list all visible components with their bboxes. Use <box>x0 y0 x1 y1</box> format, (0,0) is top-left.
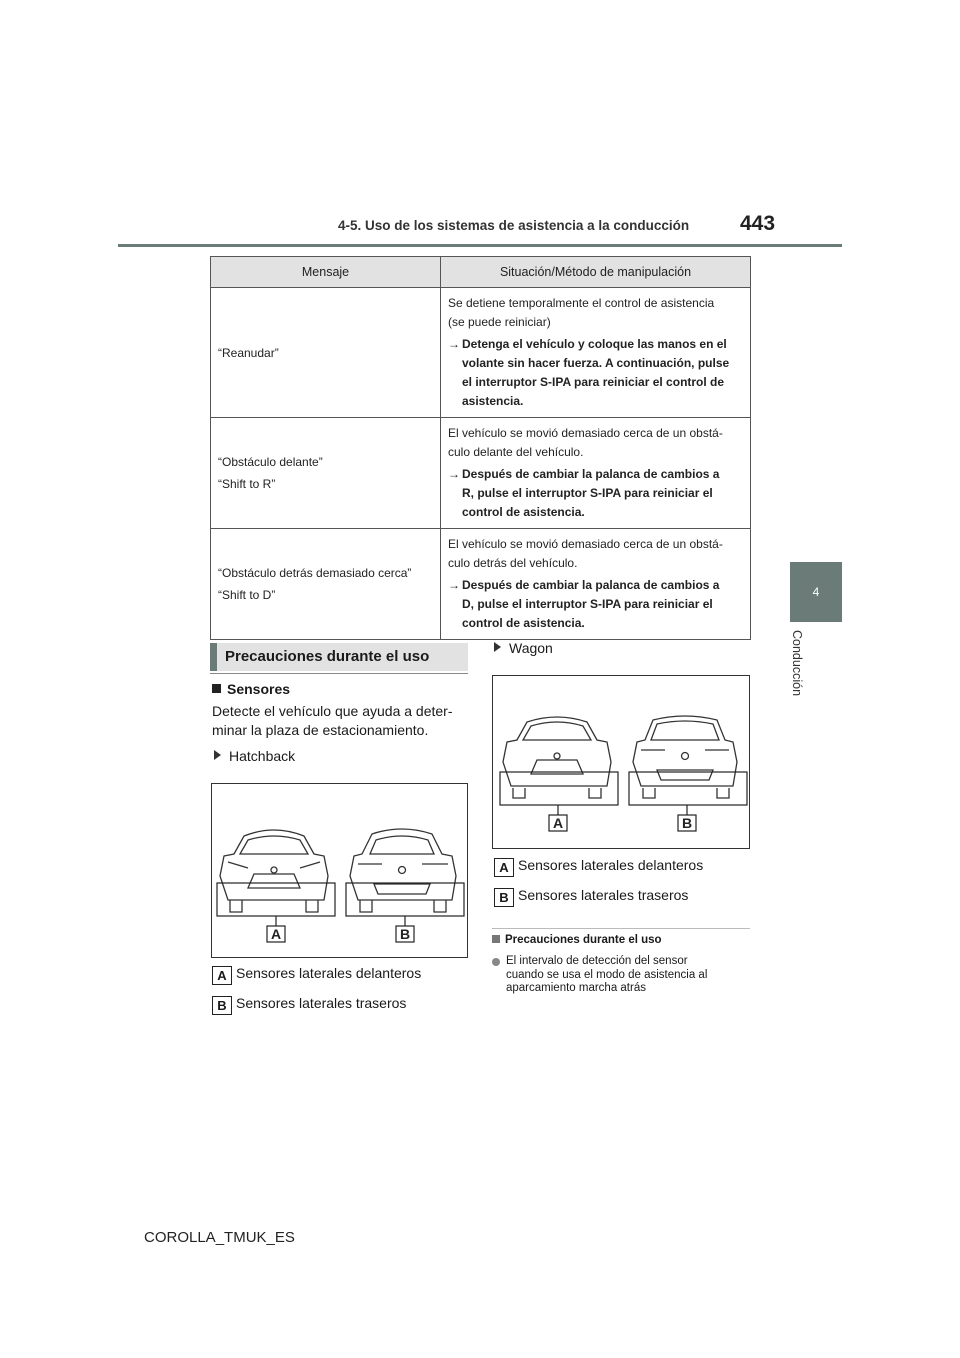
triangle-bullet-icon <box>494 642 501 652</box>
triangle-bullet-icon <box>214 750 221 760</box>
bullet-dot-icon <box>492 958 500 966</box>
legend-b: B Sensores laterales traseros <box>212 995 406 1015</box>
note-text: El intervalo de detección del sensor cuando se usa el modo de asistencia al aparcamiento marcha atrás <box>506 955 708 994</box>
figure-label-b: B <box>399 926 411 942</box>
header-rule <box>118 244 842 247</box>
wagon-illustration <box>493 676 749 848</box>
car-front-windshield <box>240 836 308 854</box>
message-cell <box>211 288 441 418</box>
situation-text: El vehículo se movió demasiado cerca de un obstá- <box>448 537 723 551</box>
situation-cell <box>441 418 751 529</box>
table-row <box>211 418 751 529</box>
wagon-sensor-figure <box>492 675 750 849</box>
table-header-row <box>211 257 751 288</box>
section-underline <box>210 673 468 674</box>
wagon-front-emblem <box>554 753 560 759</box>
document-code: COROLLA_TMUK_ES <box>144 1229 295 1246</box>
action-text: Después de cambiar la palanca de cambios a D, pulse el interruptor S-IPA para reiniciar el control de asistencia. <box>462 578 720 630</box>
square-bullet-icon <box>492 935 500 943</box>
figure-label-a: A <box>270 926 282 942</box>
legend-b: B Sensores laterales traseros <box>494 887 688 907</box>
table-row <box>211 529 751 640</box>
arrow-icon: → <box>448 467 460 481</box>
column-header-message: Mensaje <box>211 257 441 288</box>
situation-text: (se puede reiniciar) <box>448 315 551 329</box>
message-text: “Shift to R” <box>218 477 276 491</box>
legend-a: A Sensores laterales delanteros <box>494 857 703 877</box>
message-cell <box>211 418 441 529</box>
car-front-grille <box>248 874 300 888</box>
section-title: 4-5. Uso de los sistemas de asistencia a la conducción <box>338 218 690 233</box>
message-text: “Reanudar” <box>218 345 279 360</box>
message-cell <box>211 529 441 640</box>
subheading: Sensores <box>212 681 290 697</box>
variant-hatchback: Hatchback <box>214 748 295 764</box>
legend-badge-b: B <box>494 888 514 907</box>
action-step <box>448 465 742 522</box>
arrow-icon: → <box>448 578 460 592</box>
situation-text: culo detrás del vehículo. <box>448 556 578 570</box>
car-front-emblem <box>271 867 277 873</box>
action-text: Detenga el vehículo y coloque las manos en el volante sin hacer fuerza. A continuación, pulse el interruptor S-IPA para reiniciar el control de asistencia. <box>462 337 730 408</box>
action-step <box>448 335 742 411</box>
note-bullet <box>492 955 750 996</box>
hatchback-illustration <box>212 784 467 957</box>
chapter-tab: 4 <box>790 562 842 622</box>
situation-cell <box>441 529 751 640</box>
hatchback-sensor-figure <box>211 783 468 958</box>
chapter-label: Conducción <box>790 630 804 697</box>
wagon-front-windshield <box>523 722 591 740</box>
message-text: “Shift to D” <box>218 588 276 602</box>
note-heading: Precauciones durante el uso <box>492 934 662 946</box>
legend-badge-a: A <box>212 966 232 985</box>
note-divider <box>492 928 750 929</box>
wagon-rear-window <box>651 721 719 740</box>
situation-text: El vehículo se movió demasiado cerca de un obstá- <box>448 426 723 440</box>
car-rear-window <box>370 836 434 854</box>
wagon-rear-outline <box>633 716 737 786</box>
arrow-icon: → <box>448 337 460 351</box>
variant-wagon: Wagon <box>494 640 553 656</box>
wagon-front-outline <box>503 717 611 786</box>
action-text: Después de cambiar la palanca de cambios a R, pulse el interruptor S-IPA para reiniciar el control de asistencia. <box>462 467 720 519</box>
legend-badge-b: B <box>212 996 232 1015</box>
wagon-rear-emblem <box>682 753 689 760</box>
figure-label-b: B <box>681 815 693 831</box>
section-heading: Precauciones durante el uso <box>210 643 468 671</box>
body-paragraph: Detecte el vehículo que ayuda a deter- minar la plaza de estacionamiento. <box>212 703 453 738</box>
square-bullet-icon <box>212 684 221 693</box>
column-header-situation: Situación/Método de manipulación <box>441 257 751 288</box>
legend-badge-a: A <box>494 858 514 877</box>
action-step <box>448 576 742 633</box>
message-table <box>210 256 751 640</box>
message-text: “Obstáculo delante” <box>218 455 323 469</box>
car-rear-emblem <box>399 867 406 874</box>
legend-a: A Sensores laterales delanteros <box>212 965 421 985</box>
page-number: 443 <box>740 212 776 235</box>
message-text: “Obstáculo detrás demasiado cerca” <box>218 566 412 580</box>
situation-text: Se detiene temporalmente el control de asistencia <box>448 296 715 310</box>
table-row <box>211 288 751 418</box>
situation-text: culo delante del vehículo. <box>448 445 584 459</box>
figure-label-a: A <box>552 815 564 831</box>
situation-cell <box>441 288 751 418</box>
front-sensor-zone <box>500 772 618 805</box>
